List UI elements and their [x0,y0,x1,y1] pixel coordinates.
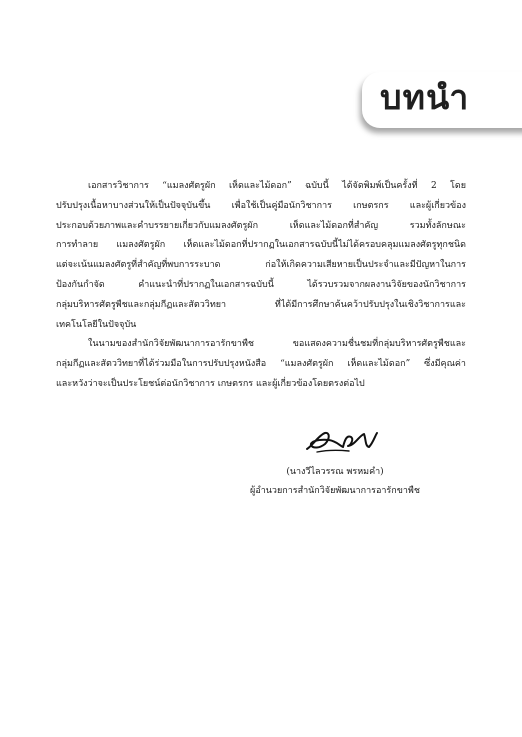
paragraph-line: กลุ่มบริหารศัตรูพืชและกลุ่มกีฏและสัตววิทยา ที่ได้มีการศึกษาค้นคว้าปรับปรุงในเชิงวิชาการและ [56,299,466,310]
paragraph-line: และหวังว่าจะเป็นประโยชน์ต่อนักวิชาการ เกษตรกร และผู้เกี่ยวข้องโดยตรงต่อไป [56,378,365,389]
handwritten-signature [303,425,383,455]
signatory-position: ผู้อำนวยการสำนักวิจัยพัฒนาการอารักขาพืช [250,486,420,496]
paragraph-line: การทำลาย แมลงศัตรูผัก เห็ดและไม้ดอกที่ปรากฏในเอกสารฉบับนี้ไม่ได้ครอบคลุมแมลงศัตรูทุกชนิด [56,240,466,251]
paragraph-line: เอกสารวิชาการ “แมลงศัตรูผัก เห็ดและไม้ดอก” ฉบับนี้ ได้จัดพิมพ์เป็นครั้งที่ 2 โดย [88,181,466,191]
paragraph-line: ประกอบด้วยภาพและคำบรรยายเกี่ยวกับแมลงศัตรูผัก เห็ดและไม้ดอกที่สำคัญ รวมทั้งลักษณะ [56,220,466,231]
paragraph-line: กลุ่มกีฏและสัตววิทยาที่ได้ร่วมมือในการปรับปรุงหนังสือ “แมลงศัตรูผัก เห็ดและไม้ดอก” ซึ่งมีคุณค่า [56,359,466,370]
paragraph-line: เทคโนโลยีในปัจจุบัน [56,319,137,330]
page-title: บทนำ [380,78,470,118]
paragraph-line: แต่จะเน้นแมลงศัตรูที่สำคัญที่พบการระบาด ก่อให้เกิดความเสียหายเป็นประจำและมีปัญหาในการ [56,260,466,271]
paragraph-line: ปรับปรุงเนื้อหาบางส่วนให้เป็นปัจจุบันขึ้น เพื่อใช้เป็นคู่มือนักวิชาการ เกษตรกร และผู้เกี่ยวข้อง [56,200,466,211]
foreword-body [56,177,466,395]
paragraph-line: ในนามของสำนักวิจัยพัฒนาการอารักขาพืช ขอแสดงความชื่นชมที่กลุ่มบริหารศัตรูพืชและ [88,339,466,350]
paragraph-line: ป้องกันกำจัด คำแนะนำที่ปรากฏในเอกสารฉบับนี้ ได้รวบรวมจากผลงานวิจัยของนักวิชาการ [56,279,466,290]
signatory-name: (นางวีไลวรรณ พรหมคำ) [286,467,384,477]
